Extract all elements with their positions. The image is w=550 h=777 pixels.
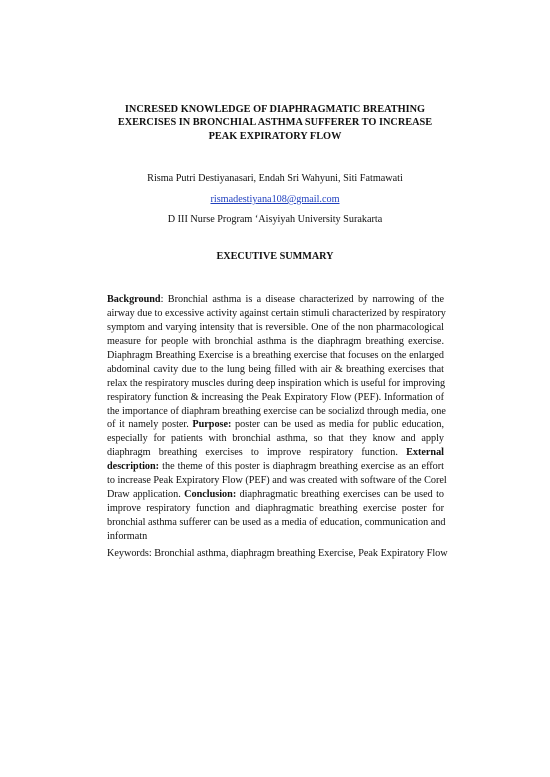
abstract-line: relax the respiratory muscles during deep inspiration which is useful for improving bbox=[107, 377, 446, 389]
abstract-line: to increase Peak Expiratory Flow (PEF) and was created with software of the Corel bbox=[107, 475, 447, 487]
abstract-line: of it namely poster. Purpose: poster can be used as media for public education, bbox=[107, 419, 444, 431]
keywords: Keywords: Bronchial asthma, diaphragm breathing Exercise, Peak Expiratory Flow bbox=[107, 548, 448, 559]
abstract-body bbox=[107, 293, 447, 544]
abstract-line: symptom and varying intensity that is reversible. One of the non pharmacological bbox=[107, 321, 444, 333]
abstract-line: description: the theme of this poster is diaphragm breathing exercise as an effort bbox=[107, 461, 444, 473]
abstract-line: airway due to excessive activity against certain stimuli characterized by respiratory bbox=[107, 307, 446, 319]
section-heading: EXECUTIVE SUMMARY bbox=[216, 251, 334, 262]
abstract-line: Background: Bronchial asthma is a disease characterized by narrowing of the bbox=[107, 294, 444, 305]
abstract-line: measure for people with bronchial asthma is the diaphragm breathing exercise. bbox=[107, 335, 444, 347]
abstract-line: abdominal cavity due to the lung being filled with air & breathing exercises that bbox=[107, 363, 444, 375]
author-email bbox=[0, 193, 550, 206]
title-line-1: INCRESED KNOWLEDGE OF DIAPHRAGMATIC BREATHING bbox=[124, 104, 426, 115]
abstract-line: diaphragm breathing exercises to improve respiratory function. External bbox=[107, 447, 444, 459]
title-line-2: EXERCISES IN BRONCHIAL ASTHMA SUFFERER TO INCREASE bbox=[117, 117, 433, 129]
abstract-line: Draw application. Conclusion: diaphragmatic breathing exercises can be used to bbox=[107, 489, 445, 501]
abstract-line: especially for patients with bronchial asthma, so that they know and apply bbox=[107, 433, 444, 445]
email-link[interactable]: rismadestiyana108@gmail.com bbox=[210, 194, 340, 205]
background-label: Background bbox=[107, 294, 161, 305]
conclusion-label: Conclusion: bbox=[184, 489, 237, 501]
abstract-line: informatn bbox=[107, 530, 148, 542]
abstract-line: Diaphragm Breathing Exercise is a breathing exercise that focuses on the enlarged bbox=[107, 349, 444, 361]
purpose-label: Purpose: bbox=[192, 419, 232, 431]
title-line-3: PEAK EXPIRATORY FLOW bbox=[208, 130, 342, 142]
external-label: External bbox=[406, 447, 444, 459]
abstract-line: respiratory function & increasing the Peak Expiratory Flow (PEF). Information of bbox=[107, 391, 444, 403]
abstract-line: the importance of diaphram breathing exercise can be socializd through media, one bbox=[107, 405, 446, 417]
description-label: description: bbox=[107, 461, 160, 473]
abstract-line: improve respiratory function and diaphragmatic breathing exercise poster for bbox=[107, 503, 444, 515]
author-list: Risma Putri Destiyanasari, Endah Sri Wahyuni, Siti Fatmawati bbox=[147, 173, 403, 184]
abstract-line: bronchial asthma sufferer can be used as a media of education, communication and bbox=[107, 517, 446, 528]
affiliation: D III Nurse Program ‘Aisyiyah University Surakarta bbox=[167, 214, 383, 225]
paper-title bbox=[90, 103, 460, 143]
